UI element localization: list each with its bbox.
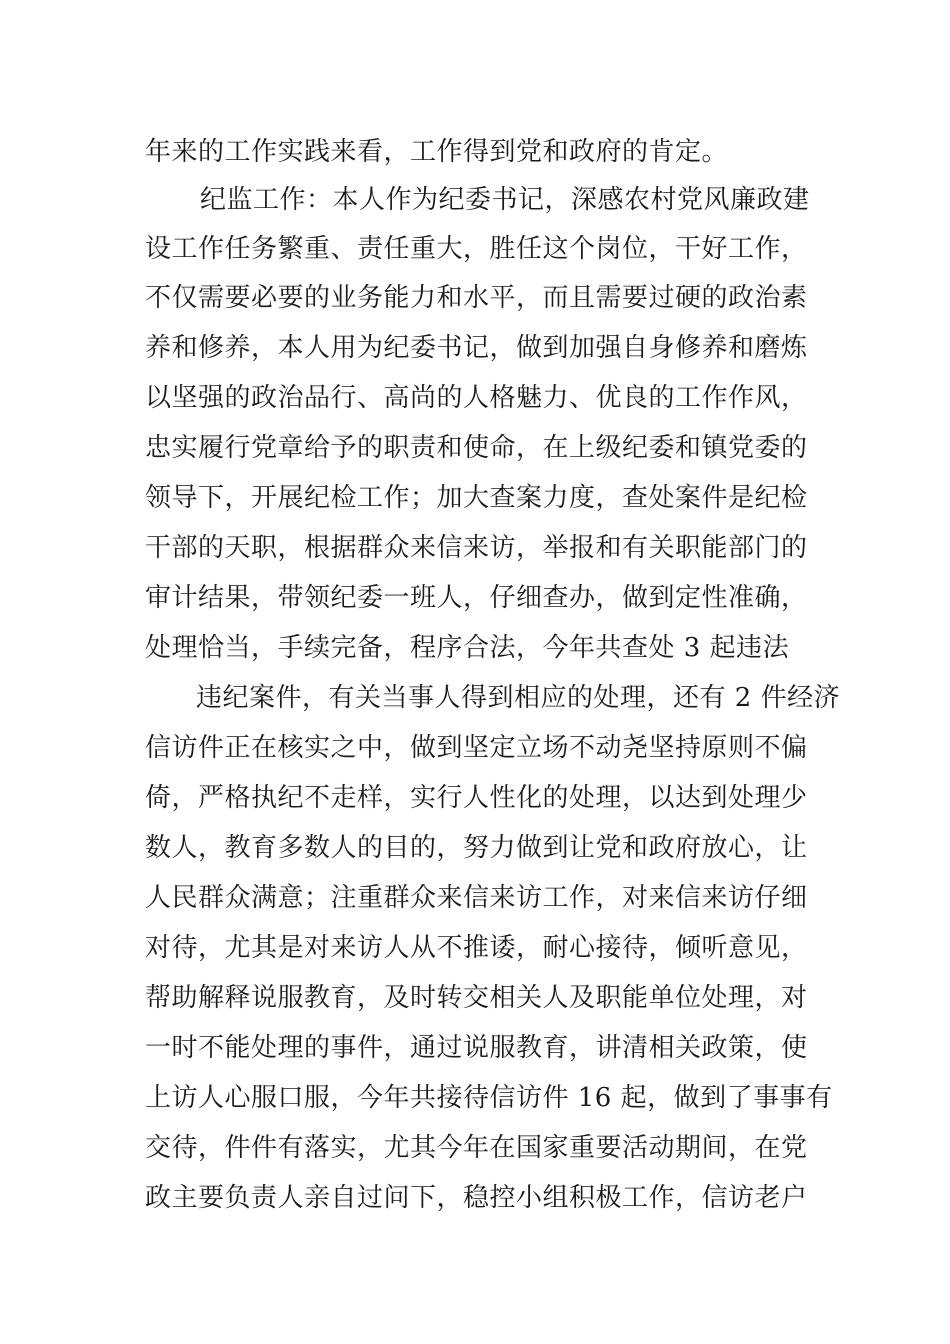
text-line: 养和修养，本人用为纪委书记，做到加强自身修养和磨炼 — [145, 333, 808, 363]
text-line: 忠实履行党章给予的职责和使命，在上级纪委和镇党委的 — [145, 433, 808, 463]
text-line: 一时不能处理的事件，通过说服教育，讲清相关政策，使 — [145, 1033, 808, 1063]
paragraph-start-line: 违纪案件，有关当事人得到相应的处理，还有 2 件经济 — [196, 683, 841, 713]
text-line: 上访人心服口服，今年共接待信访件 16 起，做到了事事有 — [145, 1083, 833, 1113]
text-line: 倚，严格执纪不走样，实行人性化的处理，以达到处理少 — [145, 783, 808, 813]
text-line: 数人，教育多数人的目的，努力做到让党和政府放心，让 — [145, 833, 808, 863]
text-line: 以坚强的政治品行、高尚的人格魅力、优良的工作作风， — [145, 383, 808, 413]
text-line: 设工作任务繁重、责任重大，胜任这个岗位，干好工作， — [145, 234, 808, 264]
text-line: 交待，件件有落实，尤其今年在国家重要活动期间，在党 — [145, 1133, 808, 1163]
text-line: 对待，尤其是对来访人从不推诿，耐心接待，倾听意见， — [145, 933, 808, 963]
text-line: 不仅需要必要的业务能力和水平，而且需要过硬的政治素 — [145, 283, 808, 313]
text-line: 处理恰当，手续完备，程序合法，今年共查处 3 起违法 — [145, 633, 790, 663]
text-line: 年来的工作实践来看，工作得到党和政府的肯定。 — [145, 137, 729, 167]
paragraph-start-line: 纪监工作：本人作为纪委书记，深感农村党风廉政建 — [200, 185, 810, 215]
text-line: 干部的天职，根据群众来信来访，举报和有关职能部门的 — [145, 533, 808, 563]
text-line: 审计结果，带领纪委一班人，仔细查办，做到定性准确， — [145, 583, 808, 613]
text-line: 人民群众满意；注重群众来信来访工作，对来信来访仔细 — [145, 883, 808, 913]
text-line: 帮助解释说服教育，及时转交相关人及职能单位处理，对 — [145, 983, 808, 1013]
text-line: 领导下，开展纪检工作；加大查案力度，查处案件是纪检 — [145, 483, 808, 513]
text-line: 政主要负责人亲自过问下，稳控小组积极工作，信访老户 — [145, 1183, 808, 1213]
text-line: 信访件正在核实之中，做到坚定立场不动尧坚持原则不偏 — [145, 733, 808, 763]
